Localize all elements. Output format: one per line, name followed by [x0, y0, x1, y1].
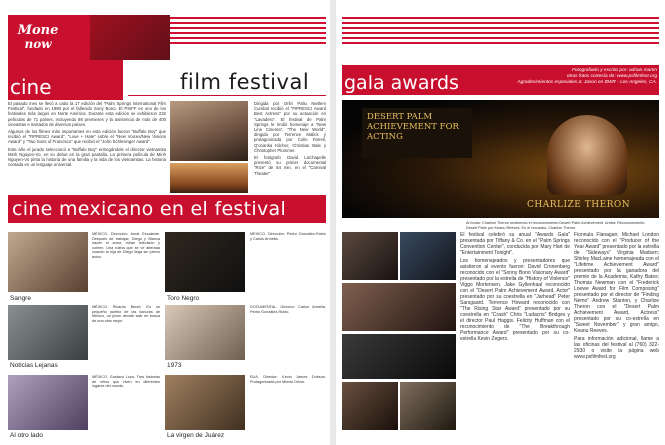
- page-title: film festival: [180, 70, 310, 94]
- charlize-banner: [342, 100, 659, 218]
- left-page: [0, 0, 330, 445]
- credit-line-2: otras fotos cortesía de: www.psfilmfest.org: [566, 74, 657, 79]
- film-body-noticias: MÉXICO. Ricardo Benet. En un pequeño pueblo de las llanuras de México, un joven decide salir en busca de una vida mejor.: [92, 305, 160, 323]
- gala-photo-4: [342, 334, 456, 379]
- banner-name: CHARLIZE THERON: [527, 200, 631, 210]
- col2-text-2: El fotógrafo David LaChapelle presentó su primer documental "Rize" de 84 min. en el "Carnival Theater".: [254, 155, 326, 176]
- film-body-1973: DOCUMENTAL. Director: Carlos Armella, Pedro González-Rubio.: [250, 305, 326, 314]
- top-stripe-r6: [342, 42, 659, 44]
- credit-line-3: Agradecimientos especiales a: Jason en BWR - Los Angeles, CA.: [517, 80, 657, 85]
- banner-text-1: DESERT PALM: [367, 112, 433, 122]
- section-label-gala: gala awards: [344, 72, 459, 94]
- banner-text-2: ACHIEVEMENT FOR: [367, 122, 459, 132]
- photo-credits: [492, 68, 657, 86]
- film-poster-sangre: [8, 232, 88, 292]
- film-caption-al-otro-lado: Al otro lado: [10, 432, 43, 439]
- gala-photo-3: [342, 283, 456, 331]
- paragraph-2: Algunos de los filmes más importantes en esta edición fueron "Buffalo Boy" que recibió el "FIPRESCI Award", "Love + Hate" sobre el "New Voices/New Visions Award" y "Two Sons of Francisco" que recibió el "John Schlesinger Award".: [8, 129, 166, 145]
- banner-title: [367, 112, 459, 142]
- film-body-virgen: EUA. Director: Kevin James Dobson. Protagonizada por Minnie Driver.: [250, 375, 326, 384]
- film-caption-sangre: Sangre: [10, 295, 31, 302]
- gala-col2-text: Fionnula Flanagan; Michael London reconocido con el "Producer of the Year Award" presentado por la estrella de "Sideways" Virginia Madsen; Shirley MacLaine homenajeada con el "Lifetime Achievement Award" presentado por la ganadora del premio de la Academia, Kathy Bates; Thomas Newman con el "Frederick Loewe Award for Film Composing" presentado por el director de "Finding Nemo" Andrew Stanton, y Charlize Theron con el "Desert Palm Achievement Award, Actress" presentado por su co-estrella en "Sweet November" y gran amigo, Keanu Reeves.: [574, 232, 659, 334]
- subtitle-bar: [8, 195, 326, 223]
- film-body-al-otro-lado: MÉXICO. Gustavo Loza. Tres historias de niños que viven en diferentes lugares del mundo.: [92, 375, 160, 389]
- gala-photo-2: [400, 232, 456, 280]
- section-label: cine: [10, 75, 52, 99]
- gala-photo-1: [342, 232, 398, 280]
- film-body-sangre: MÉXICO. Dirección: Amat Escalante. Después de trabajar, Diego y Blanca hacen el amor, miran televisión y comen. Una rutina que se ve alterada cuando la hija de Diego llega sin previo aviso.: [92, 232, 160, 259]
- buffalo-boy-photo: [170, 163, 248, 193]
- film-poster-toro-negro: [165, 232, 245, 292]
- film-caption-virgen: La virgen de Juárez: [167, 432, 225, 439]
- gala-column-1: [460, 232, 570, 344]
- top-stripe-r4: [342, 32, 659, 34]
- col2-text: Dirigida por Orlin Paliu Nietlem Cumbal recibió el "FIPRESCI Award Best Actress" por su actuación en "Lavadero". El festival de Palm Springs le rindió homenaje a "New Line Cinema", "The New World", dirigida por Terrence Malick y protagonizada por Colin Farrell, Q'orianka Kilcher, Christian Bale y Christopher Plummer.: [254, 101, 326, 153]
- top-stripe-r2: [342, 22, 659, 24]
- top-stripe-r5: [342, 37, 659, 39]
- film-caption-toro-negro: Toro Negro: [167, 295, 200, 302]
- gala-col2-text-2: Para información adicional, llame a las oficinas del festival al (760) 322-2930 o visite la página web www.psfilmfest.org: [574, 336, 659, 360]
- banner-text-3: ACTING: [367, 132, 403, 142]
- film-caption-1973: 1973: [167, 362, 182, 369]
- film-caption-noticias: Noticias Lejanas: [10, 362, 58, 369]
- charlize-portrait: [547, 115, 627, 195]
- header-photo: [90, 15, 170, 60]
- gala-col1-text-2: Los homenajeados y presentadores que asistieron al evento fueron: David Cronenberg reconocido con el "Sonny Bono Visionary Award" presentado por la estrella de "History of Violence" Viggo Mortensen. Jake Gyllenhaal reconocido con el "Desert Palm Achievement Award, Actor" presentado por su coestrella en "Jarhead" Peter Sarsgaard. Terrence Howard reconocido con "The Rising Star Award" presentado por su coestrella en "Crash" Chris "Ludacris" Bridges y el director Paul Haggis. Felicity Huffman con el reconocimiento de "The Breakthrough Performance Award" presentado por su co-estrella Kevin Zegers.: [460, 258, 570, 342]
- column-2: [254, 101, 326, 178]
- intro-paragraph: El pasado mes se llevó a cabo la 17 edición del "Palm Springs International Film Festival", fundado en 1990 por el fallecido Sony Bono. El PSIFF es uno de los festivales más largos en Norte América. Durante esta edición se exhibieron 232 películas de 71 países, incluyendo 86 premieres y la asistencia de más de 400 cineastas e invitados de diversos países.: [8, 101, 166, 127]
- subtitle-text: cine mexicano en el festival: [12, 198, 287, 220]
- gala-col1-text: El festival celebró su anual "Awards Gala" presentada por Tiffany & Co. en el "Palm Springs Convention Center", conducida por Mary Hart de "Entertainment Tonight".: [460, 232, 570, 256]
- film-poster-noticias: [8, 305, 88, 360]
- banner-caption: Al fondo: Charlize Theron recibiendo el reconocimiento Desert Palm Achievement. Arriba: Reconocimiento Desert Palm por Keanu Reeves. En el recuadro, Charlize Theron.: [466, 221, 645, 230]
- title-rule: [128, 95, 326, 96]
- paragraph-3: Este año el jurado seleccionó a "Buffalo Boy" entregándole el director vietnamita Minh Nguyen-Vo, en su debut en la gran pantalla. La primera película de Minh Nguyen-Vo pinta la historia de una familia y la vida de los vietnamitas. La historia contada en un lenguaje universal.: [8, 146, 166, 168]
- magazine-logo: [10, 18, 66, 62]
- logo-text-2: now: [24, 37, 52, 51]
- film-poster-1973: [165, 305, 245, 360]
- gala-column-2: [574, 232, 659, 362]
- top-stripe-r3: [342, 27, 659, 29]
- director-photo: [170, 101, 248, 161]
- right-page: [336, 0, 665, 445]
- intro-column: [8, 101, 166, 169]
- film-poster-al-otro-lado: [8, 375, 88, 430]
- top-stripe-r: [342, 17, 659, 19]
- film-body-toro-negro: MÉXICO. Dirección: Pedro González-Rubio y Carlos Armella.: [250, 232, 326, 241]
- film-poster-virgen: [165, 375, 245, 430]
- gala-photo-6: [400, 382, 456, 430]
- logo-text-1: Mone: [17, 23, 59, 38]
- gala-photo-5: [342, 382, 398, 430]
- credit-line-1: Fotografiado y escrito por: adrian martin: [571, 68, 657, 73]
